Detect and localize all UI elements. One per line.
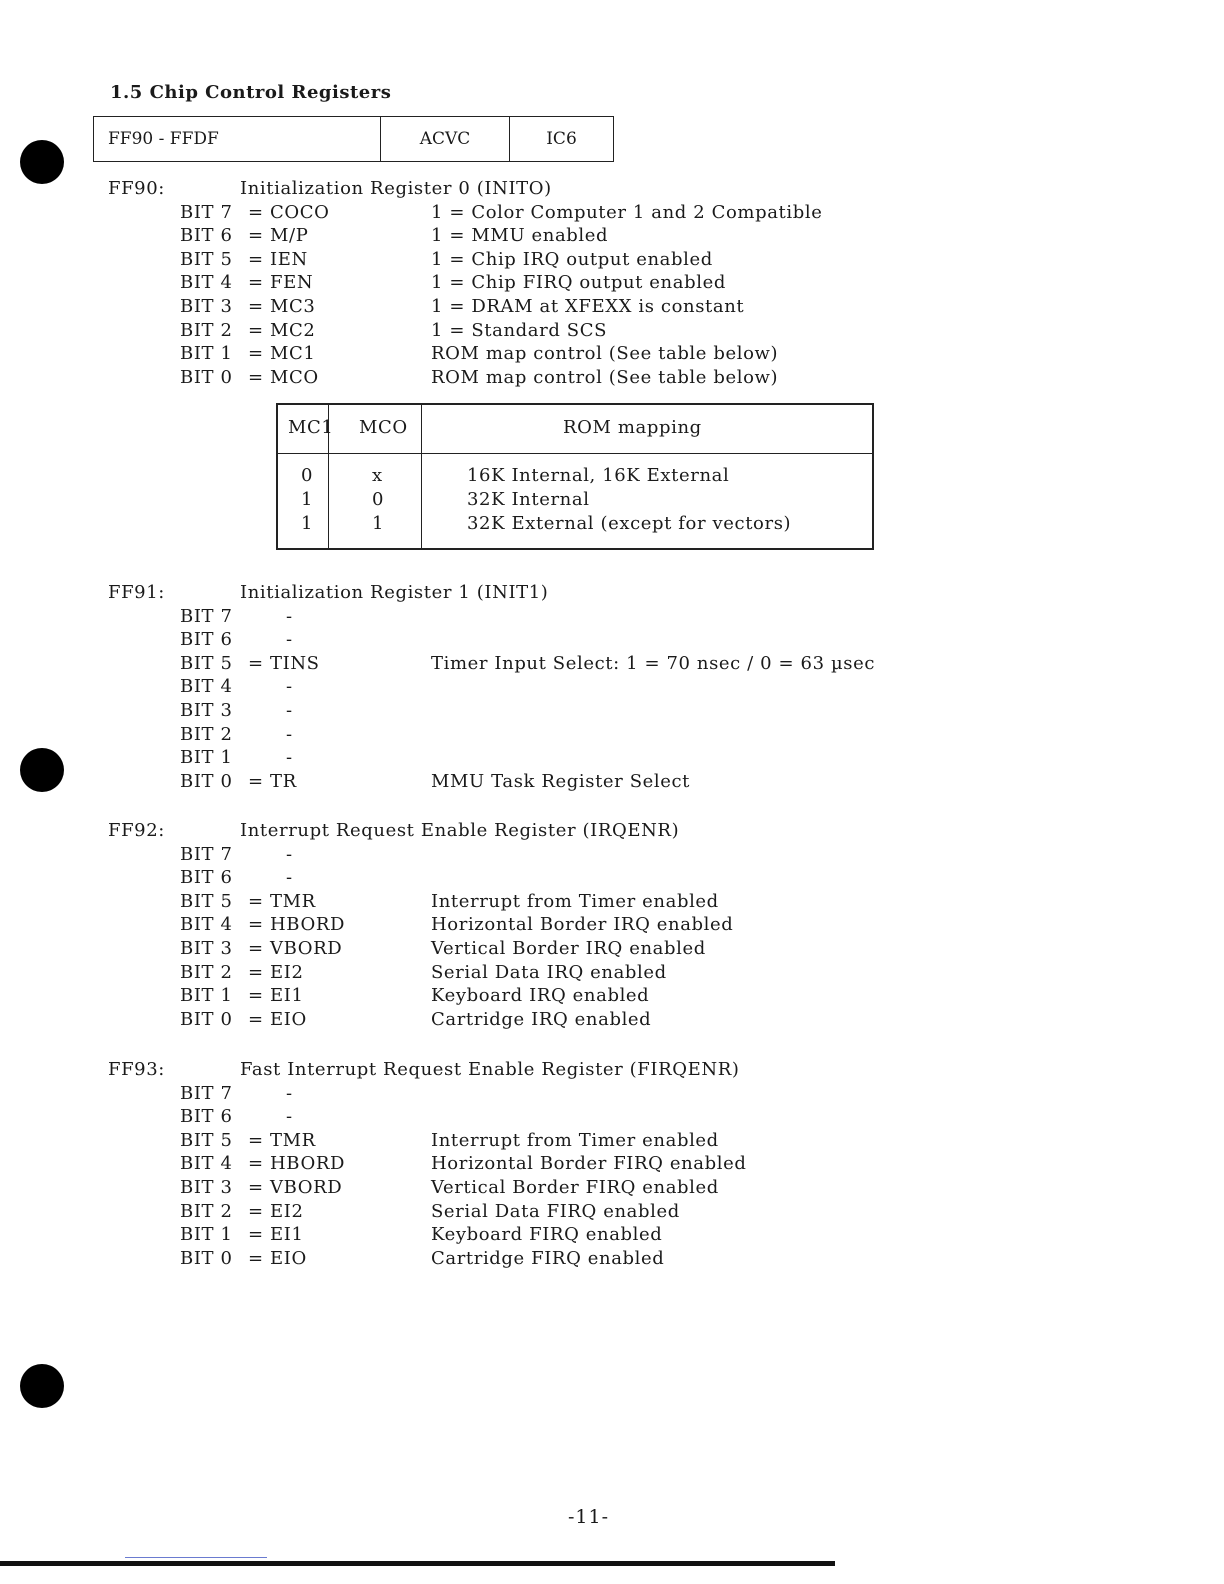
bit-description: 1 = MMU enabled: [431, 225, 609, 246]
bit-description: Keyboard FIRQ enabled: [431, 1224, 663, 1245]
bit-label: BIT 6: [180, 1106, 233, 1127]
bit-label: BIT 1: [180, 1224, 233, 1245]
register-name: Initialization Register 0 (INITO): [240, 178, 552, 199]
table-cell: 1: [372, 513, 385, 534]
bit-symbol: = VBORD: [248, 1177, 343, 1198]
bit-symbol: = TR: [248, 771, 297, 792]
register-address: FF93:: [108, 1059, 165, 1080]
punch-hole: [20, 140, 64, 184]
bit-label: BIT 4: [180, 1153, 233, 1174]
bit-label: BIT 0: [180, 1248, 233, 1269]
register-address: FF92:: [108, 820, 165, 841]
bit-symbol: = MC1: [248, 343, 316, 364]
bit-label: BIT 0: [180, 771, 233, 792]
unused-bit-dash: -: [286, 844, 293, 865]
bit-label: BIT 5: [180, 249, 233, 270]
address-header-box: [93, 116, 614, 162]
bit-description: Interrupt from Timer enabled: [431, 891, 719, 912]
bit-symbol: = EI1: [248, 1224, 304, 1245]
table-header-mc0: MCO: [359, 417, 408, 438]
bit-description: Horizontal Border IRQ enabled: [431, 914, 734, 935]
bit-symbol: = TMR: [248, 891, 316, 912]
table-cell: 0: [301, 465, 314, 486]
register-name: Fast Interrupt Request Enable Register (FIRQENR): [240, 1059, 740, 1080]
table-cell: 0: [372, 489, 385, 510]
bit-label: BIT 0: [180, 1009, 233, 1030]
bit-symbol: = M/P: [248, 225, 309, 246]
bit-label: BIT 2: [180, 1201, 233, 1222]
bit-label: BIT 2: [180, 962, 233, 983]
register-name: Interrupt Request Enable Register (IRQENR): [240, 820, 680, 841]
bit-label: BIT 5: [180, 1130, 233, 1151]
bit-label: BIT 7: [180, 844, 233, 865]
unused-bit-dash: -: [286, 1106, 293, 1127]
bit-label: BIT 1: [180, 747, 233, 768]
bit-label: BIT 1: [180, 343, 233, 364]
bit-description: ROM map control (See table below): [431, 367, 779, 388]
punch-hole: [20, 1364, 64, 1408]
unused-bit-dash: -: [286, 724, 293, 745]
bit-symbol: = TMR: [248, 1130, 316, 1151]
bit-symbol: = TINS: [248, 653, 320, 674]
bit-description: Serial Data FIRQ enabled: [431, 1201, 680, 1222]
bottom-rule: [0, 1561, 835, 1566]
bit-label: BIT 0: [180, 367, 233, 388]
bit-symbol: = IEN: [248, 249, 308, 270]
bit-symbol: = VBORD: [248, 938, 343, 959]
bit-symbol: = COCO: [248, 202, 330, 223]
bit-description: Serial Data IRQ enabled: [431, 962, 667, 983]
bit-label: BIT 6: [180, 225, 233, 246]
bit-label: BIT 7: [180, 1083, 233, 1104]
bit-label: BIT 2: [180, 320, 233, 341]
bit-description: 1 = Standard SCS: [431, 320, 608, 341]
bit-symbol: = MC2: [248, 320, 316, 341]
bit-description: Cartridge IRQ enabled: [431, 1009, 652, 1030]
unused-bit-dash: -: [286, 867, 293, 888]
bit-label: BIT 7: [180, 606, 233, 627]
table-cell: 1: [301, 513, 314, 534]
bit-label: BIT 3: [180, 938, 233, 959]
bit-label: BIT 5: [180, 653, 233, 674]
bit-symbol: = FEN: [248, 272, 314, 293]
bit-symbol: = HBORD: [248, 914, 346, 935]
bit-symbol: = MCO: [248, 367, 319, 388]
unused-bit-dash: -: [286, 629, 293, 650]
bit-symbol: = EI2: [248, 962, 304, 983]
bit-label: BIT 4: [180, 676, 233, 697]
punch-hole: [20, 748, 64, 792]
register-name: Initialization Register 1 (INIT1): [240, 582, 549, 603]
bit-description: Cartridge FIRQ enabled: [431, 1248, 665, 1269]
bit-symbol: = EI1: [248, 985, 304, 1006]
table-cell: 16K Internal, 16K External: [467, 465, 730, 486]
bit-label: BIT 2: [180, 724, 233, 745]
scan-artifact-line: [125, 1557, 267, 1558]
unused-bit-dash: -: [286, 700, 293, 721]
table-cell: 32K External (except for vectors): [467, 513, 792, 534]
bit-label: BIT 6: [180, 867, 233, 888]
unused-bit-dash: -: [286, 676, 293, 697]
register-address: FF90:: [108, 178, 165, 199]
bit-description: Timer Input Select: 1 = 70 nsec / 0 = 63 µsec: [431, 653, 876, 674]
bit-description: 1 = Color Computer 1 and 2 Compatible: [431, 202, 823, 223]
bit-description: Horizontal Border FIRQ enabled: [431, 1153, 747, 1174]
table-cell: x: [372, 465, 383, 486]
unused-bit-dash: -: [286, 606, 293, 627]
ic-designator: IC6: [546, 129, 577, 149]
bit-description: Vertical Border IRQ enabled: [431, 938, 706, 959]
table-divider: [421, 405, 422, 548]
bit-symbol: = EIO: [248, 1248, 307, 1269]
bit-label: BIT 3: [180, 700, 233, 721]
bit-description: ROM map control (See table below): [431, 343, 779, 364]
bit-description: MMU Task Register Select: [431, 771, 690, 792]
bit-label: BIT 1: [180, 985, 233, 1006]
bit-description: Interrupt from Timer enabled: [431, 1130, 719, 1151]
table-cell: 1: [301, 489, 314, 510]
bit-symbol: = HBORD: [248, 1153, 346, 1174]
bit-description: 1 = Chip IRQ output enabled: [431, 249, 713, 270]
rom-mapping-table: [276, 403, 874, 550]
bit-label: BIT 4: [180, 914, 233, 935]
bit-label: BIT 7: [180, 202, 233, 223]
unused-bit-dash: -: [286, 747, 293, 768]
table-header-mc1: MC1: [288, 417, 334, 438]
bit-description: 1 = DRAM at XFEXX is constant: [431, 296, 745, 317]
table-divider: [278, 453, 872, 454]
bit-description: Vertical Border FIRQ enabled: [431, 1177, 719, 1198]
table-header-rom-mapping: ROM mapping: [563, 417, 702, 438]
bit-label: BIT 4: [180, 272, 233, 293]
page-number: -11-: [568, 1506, 610, 1528]
address-range: FF90 - FFDF: [94, 117, 381, 161]
section-title: 1.5 Chip Control Registers: [110, 82, 392, 103]
bit-label: BIT 3: [180, 1177, 233, 1198]
bit-label: BIT 3: [180, 296, 233, 317]
register-address: FF91:: [108, 582, 165, 603]
bit-symbol: = EIO: [248, 1009, 307, 1030]
table-cell: 32K Internal: [467, 489, 590, 510]
bit-label: BIT 5: [180, 891, 233, 912]
chip-name: ACVC: [381, 117, 510, 161]
bit-description: 1 = Chip FIRQ output enabled: [431, 272, 726, 293]
bit-label: BIT 6: [180, 629, 233, 650]
bit-symbol: = MC3: [248, 296, 316, 317]
unused-bit-dash: -: [286, 1083, 293, 1104]
bit-symbol: = EI2: [248, 1201, 304, 1222]
bit-description: Keyboard IRQ enabled: [431, 985, 650, 1006]
